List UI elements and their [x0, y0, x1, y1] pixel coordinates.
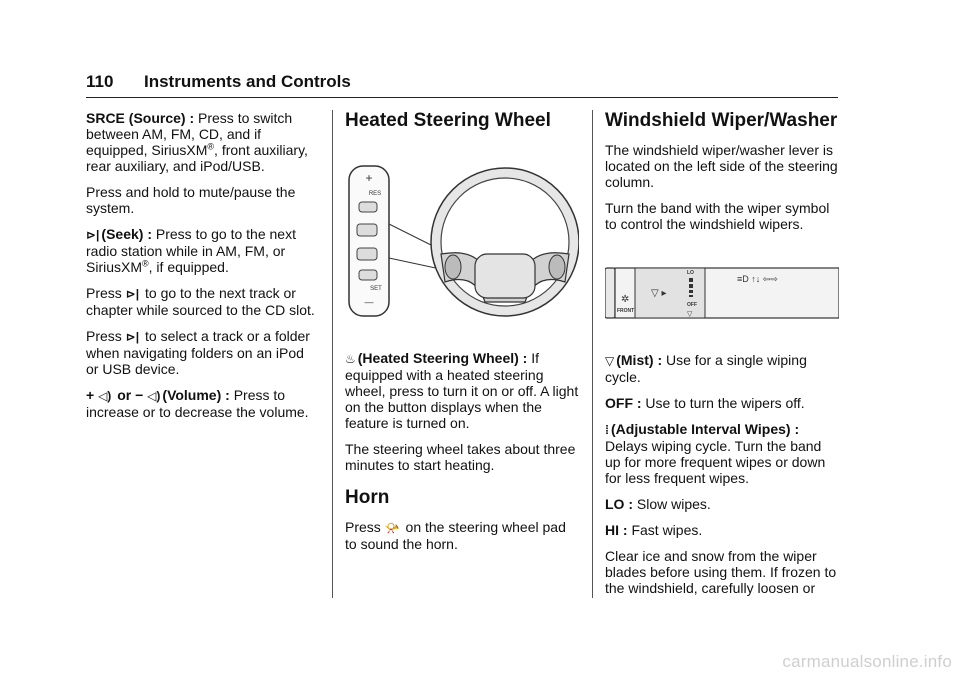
heated-wheel-label: (Heated Steering Wheel) :	[357, 350, 528, 366]
mist-paragraph: ▽ (Mist) : Use for a single wiping cycle.	[605, 352, 807, 385]
watermark: carmanualsonline.info	[782, 652, 952, 671]
header-divider	[86, 97, 838, 98]
wiper-washer-heading: Windshield Wiper/Washer	[605, 110, 838, 131]
column-radio-controls	[86, 110, 320, 430]
heating-time-paragraph: The steering wheel takes about three minutes to start heating.	[345, 441, 576, 473]
seek-icon: ⊳|	[86, 228, 100, 242]
horn-paragraph: Press 📯 on the steering wheel pad to sound the horn.	[345, 519, 566, 552]
column-divider	[592, 110, 593, 598]
off-label: OFF :	[605, 395, 642, 411]
seek-label: (Seek) :	[101, 226, 152, 242]
wiper-lever-figure	[605, 262, 839, 322]
off-paragraph: OFF : Use to turn the wipers off.	[605, 395, 805, 411]
svg-text:SET: SET	[370, 286, 382, 292]
svg-text:✲: ✲	[621, 294, 630, 305]
lo-paragraph: LO : Slow wipes.	[605, 496, 711, 512]
svg-text:OFF: OFF	[687, 302, 697, 308]
srce-paragraph: SRCE (Source) : Press to switch between AM, FM, CD, and if equipped, SiriusXM®, front auxiliary, rear auxiliary, and iPod/USB.	[86, 110, 308, 174]
srce-hold-paragraph: Press and hold to mute/pause the system.	[86, 184, 296, 216]
volume-icon: ◁)	[147, 389, 161, 403]
heated-wheel-icon: ♨	[345, 352, 356, 366]
heated-wheel-paragraph: ♨ (Heated Steering Wheel) : If equipped with a heated steering wheel, press to turn it on or off. A light on the button displays when the feature is turned on.	[345, 350, 579, 431]
horn-icon: 📯	[384, 521, 400, 535]
svg-text:▽ ▸: ▽ ▸	[651, 288, 667, 299]
section-title: Instruments and Controls	[144, 72, 351, 91]
wiper-turn-paragraph: Turn the band with the wiper symbol to control the windshield wipers.	[605, 200, 830, 232]
volume-icon: ◁)	[98, 389, 112, 403]
seek-paragraph: ⊳| (Seek) : Press to go to the next radio station while in AM, FM, or SiriusXM®, if equipped.	[86, 226, 296, 275]
column-wiper-washer	[605, 110, 839, 606]
svg-text:—: —	[364, 297, 374, 307]
srce-label: SRCE (Source) :	[86, 110, 195, 126]
svg-text:FRONT: FRONT	[617, 308, 635, 314]
clear-ice-paragraph: Clear ice and snow from the wiper blades before using them. If frozen to the windshield, carefully loosen or	[605, 548, 837, 596]
seek-icon: ⊳|	[125, 330, 140, 344]
mist-icon: ▽	[605, 354, 615, 368]
column-heated-steering-wheel	[345, 110, 579, 562]
page-number: 110	[86, 72, 114, 91]
steering-wheel-illustration	[345, 162, 579, 322]
mist-label: (Mist) :	[616, 352, 663, 368]
hi-paragraph: HI : Fast wipes.	[605, 522, 703, 538]
wiper-intro-paragraph: The windshield wiper/washer lever is located on the left side of the steering column.	[605, 142, 838, 190]
svg-text:LO: LO	[687, 270, 694, 276]
svg-text:RES: RES	[368, 191, 382, 197]
lo-label: LO :	[605, 496, 633, 512]
seek-icon: ⊳|	[125, 287, 140, 301]
heated-steering-wheel-heading: Heated Steering Wheel	[345, 110, 551, 131]
column-divider	[332, 110, 333, 598]
press-next-track-paragraph: Press ⊳| to go to the next track or chapter while sourced to the CD slot.	[86, 285, 315, 318]
interval-label: (Adjustable Interval Wipes) :	[611, 421, 800, 437]
horn-heading: Horn	[345, 487, 390, 508]
wiper-lever-illustration	[605, 262, 839, 322]
svg-text:≡D ↑↓ ⇦⇨: ≡D ↑↓ ⇦⇨	[737, 274, 778, 284]
steering-wheel-figure	[345, 162, 579, 322]
interval-paragraph: ⁞ (Adjustable Interval Wipes) : Delays wiping cycle. Turn the band up for more frequent wipes or down for less frequent wipes.	[605, 421, 826, 486]
press-select-folder-paragraph: Press ⊳| to select a track or a folder when navigating folders on an iPod or USB device.	[86, 328, 310, 377]
volume-label: (Volume) :	[162, 387, 230, 403]
svg-text:▽: ▽	[687, 311, 693, 318]
hi-label: HI :	[605, 522, 628, 538]
svg-text:+: +	[365, 171, 373, 185]
interval-icon: ⁞	[605, 423, 609, 437]
volume-paragraph: + ◁) or − ◁) (Volume) : Press to increase or to decrease the volume.	[86, 387, 309, 420]
